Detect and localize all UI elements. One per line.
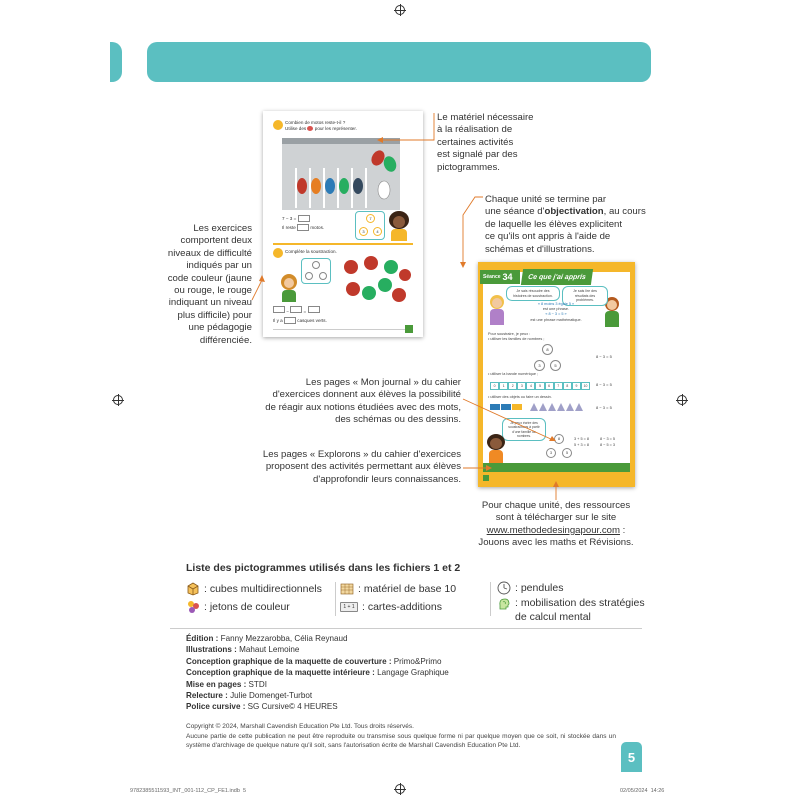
note-explorons: Les pages « Explorons » du cahier d'exercices proposent des activités permettant aux élèves d'approfondir leurs connaissances.: [262, 449, 461, 485]
number-bond: 8 3 5: [532, 344, 562, 372]
speech-bubble-2: Je sais lire des résultats des problèmes.: [562, 286, 608, 306]
numline-cell: 7: [554, 382, 563, 390]
note-materiel: Le matériel nécessaire à la réalisation de certaines activités est signalé par des pictogrammes.: [437, 112, 534, 173]
eq-2: 8 − 3 = 5: [596, 382, 612, 387]
note-ressources: Pour chaque unité, des ressources sont à télécharger sur le site www.methodedesingapour.com : Jouons avec les maths et Révisions.: [478, 500, 634, 549]
thumb-calc-2: Il reste motos.: [282, 225, 325, 230]
copyright: [186, 722, 616, 750]
phrase-1b: est une phrase.: [542, 307, 570, 312]
thumb-question-1: Combien de motos reste-t-il ?: [285, 120, 346, 125]
credit-mise-en-pages: Mise en pages : STDI: [186, 679, 267, 689]
numline-cell: 1: [499, 382, 508, 390]
picto-col-2: [340, 580, 456, 616]
thumb-question-1b: Utilise des pour les représenter.: [285, 126, 357, 131]
picto-divider-2: [490, 582, 491, 616]
base10-icon: [340, 582, 354, 596]
numline-cell: 6: [545, 382, 554, 390]
speech-bubble-3: Je peux écrire des soustractions à partir d'une famille de nombres.: [502, 418, 546, 441]
picto-item-base10: : matériel de base 10: [340, 580, 456, 598]
print-footer-right: 02/05/2024 14:26: [620, 788, 665, 794]
pour-resoudre: Pour soustraire, je peux :: [488, 332, 531, 336]
family-eq-3: 8 − 3 = 5: [600, 437, 615, 441]
numline-cell: 5: [535, 382, 544, 390]
copyright-line-1: Copyright © 2024, Marshall Cavendish Education Pte Ltd. Tous droits réservés.: [186, 723, 414, 730]
thumb-question-2: Complète la soustraction.: [285, 249, 337, 254]
thumb-number-bond: 7 3 4: [355, 211, 385, 240]
clock-icon: [497, 581, 511, 595]
phrase-1: « 8 moins 3 égale 5 »: [537, 302, 575, 306]
eq-1: 8 − 3 = 5: [596, 354, 612, 359]
thumb-calc-3: − =: [273, 306, 327, 316]
credit-illustrations: Illustrations : Mahaut Lemoine: [186, 645, 300, 655]
numline-cell: 4: [526, 382, 535, 390]
phrase-2b: est une phrase mathématique.: [530, 317, 582, 322]
cube-icon: [186, 582, 200, 596]
numline-cell: 3: [517, 382, 526, 390]
note-exercices: Les exercices comportent deux niveaux de difficulté indiqués par un code couleur (jaune ou rouge, le rouge indiquant un niveau plus difficile) pour une pédagogie différenciée.: [167, 223, 252, 346]
numline-cell: 10: [581, 382, 590, 390]
number-bond-2: 8 3 5: [544, 434, 572, 458]
picto-col-1: [186, 580, 322, 616]
credit-couverture: Conception graphique de la maquette de couverture : Primo&Primo: [186, 656, 442, 666]
bullet-3: • utiliser des objets ou faire un dessin.: [488, 395, 552, 399]
credit-interieure: Conception graphique de la maquette intérieure : Langage Graphique: [186, 668, 449, 678]
credits: [186, 633, 449, 713]
resources-link[interactable]: www.methodedesingapour.com: [486, 524, 620, 536]
credit-edition: Édition : Fanny Mezzarobba, Célia Reynaud: [186, 634, 348, 643]
credit-police: Police cursive : SG Cursive© 4 HEURES: [186, 702, 338, 712]
picto-item-pendules: : pendules: [497, 580, 645, 596]
note-journal: Les pages « Mon journal » du cahier d'exercices donnent aux élèves la possibilité de réagir aux notions étudiées avec des mots, des schémas ou des dessins.: [265, 377, 461, 426]
picto-col-3: [497, 580, 645, 624]
thumb-calc-4: Il y a casques verts.: [273, 318, 327, 323]
bullet-1: • utiliser les familles de nombres ;: [488, 337, 545, 342]
copyright-line-2: Aucune partie de cette publication ne peut être reproduite ou transmise sous quelque forme ni par quelque moyen que ce soit, ni stockée dans un système d'archivage de quelque nature qu'il soit, sans l'autorisation écrite de Marshall Cavendish Education Pte Ltd.: [186, 733, 616, 749]
numline-cell: 0: [490, 382, 499, 390]
page-number: 5: [621, 742, 642, 772]
credits-rule: [170, 628, 642, 629]
credit-relecture: Relecture : Julie Domenget-Turbot: [186, 691, 313, 701]
seance-badge: Séance 34: [480, 270, 520, 284]
phrase-2: « 8 − 3 = 5 »: [545, 312, 567, 317]
family-eq-4: 8 − 5 = 3: [600, 443, 615, 447]
family-eq-1: 3 + 5 = 8: [574, 437, 589, 441]
picto-item-calcul-mental: : mobilisation des stratégies de calcul mental: [497, 596, 645, 624]
head-icon: [497, 597, 511, 611]
thumb-calc-1: 7 − 3 =: [282, 214, 324, 223]
tokens-icon: [186, 600, 200, 614]
eq-3: 8 − 3 = 5: [596, 405, 612, 410]
bullet-2: • utiliser la bande numérique ;: [488, 372, 539, 376]
card-icon: 1 + 1: [340, 600, 358, 614]
print-footer-left: 9782385511593_INT_001-112_CP_FE1.indb 5: [130, 788, 247, 794]
numline-cell: 8: [563, 382, 572, 390]
picto-divider-1: [335, 582, 336, 616]
pictos-title: Liste des pictogrammes utilisés dans les fichiers 1 et 2: [186, 562, 461, 574]
numline-cell: 9: [572, 382, 581, 390]
family-eq-2: 5 + 3 = 8: [574, 443, 589, 447]
note-objectivation: Chaque unité se termine par une séance d'objectivation, au cours de laquelle les élèves explicitent ce qu'ils ont appris à l'aide de schémas et d'illustrations.: [485, 194, 646, 255]
numline-cell: 2: [508, 382, 517, 390]
picto-item-cubes: : cubes multidirectionnels: [186, 580, 322, 598]
picto-item-jetons: : jetons de couleur: [186, 598, 322, 616]
objectivation-title: Ce que j'ai appris: [521, 269, 593, 285]
picto-item-cartes: 1 + 1 : cartes-additions: [340, 598, 456, 616]
speech-bubble-1: Je sais résoudre des histoires de soustraction.: [506, 286, 560, 301]
